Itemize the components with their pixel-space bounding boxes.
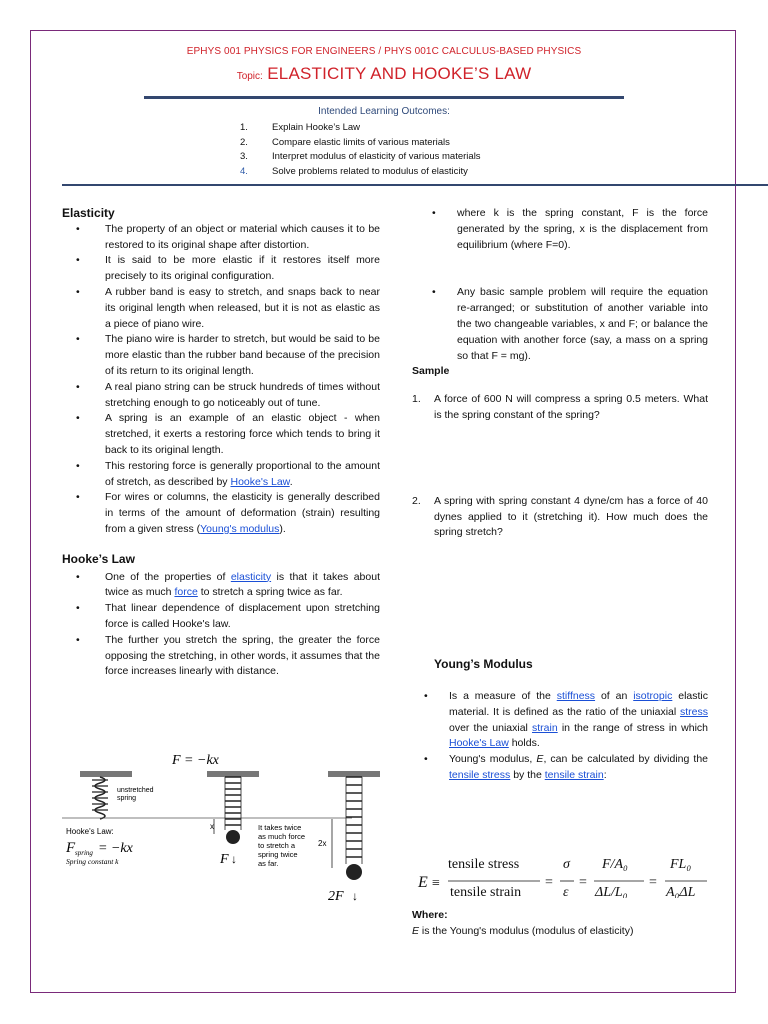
left-column [62, 206, 380, 680]
text: is that it takes about twice as much [105, 570, 380, 599]
list-item: • A rubber band is easy to stretch, and snaps back to near its original length when released, but it is not as elastic as a piece of piano wire. [62, 285, 380, 332]
question-number: 2. [412, 494, 421, 507]
formula-eq-1: = [545, 875, 553, 890]
tensile-strain-link[interactable]: tensile strain [544, 768, 604, 781]
list-item [382, 752, 708, 784]
ilo-text: Interpret modulus of elasticity of various materials [272, 151, 481, 162]
hooke-list [62, 570, 380, 681]
text: to stretch a spring twice as far. [197, 586, 343, 599]
list-item: • It is said to be more elastic if it restores itself more precisely to its original configuration. [62, 253, 380, 285]
ilo-title: Intended Learning Outcomes: [318, 106, 450, 117]
diagram-top-formula: F = −kx [172, 753, 219, 768]
two-x-label: 2x [318, 839, 327, 848]
text: elastic material. It is defined as the ratio of the uniaxial [449, 689, 708, 718]
sample-problem-list [412, 285, 708, 364]
text: Young's modulus, [449, 753, 537, 766]
text: ). [279, 522, 286, 535]
formula-epsilon: ε [563, 885, 569, 898]
youngs-modulus-link[interactable]: Young's modulus [200, 522, 280, 535]
e-symbol: E [536, 753, 544, 766]
formula-den-1: tensile strain [450, 885, 522, 898]
header-divider [144, 96, 624, 99]
youngs-modulus-heading: Young’s Modulus [434, 657, 533, 672]
text: For wires or columns, the elasticity is generally described in terms of the amount of deformation (strain) resulting from a given stress ( [105, 491, 380, 535]
right-column [412, 206, 708, 784]
text: of an [595, 689, 634, 702]
text: , can be calculated by dividing the [543, 753, 709, 766]
tensile-stress-link[interactable]: tensile stress [449, 768, 511, 781]
ilo-text: Solve problems related to modulus of elasticity [272, 165, 468, 177]
spring-3-side [346, 777, 362, 864]
list-item [62, 570, 380, 602]
elasticity-heading: Elasticity [62, 206, 115, 220]
text: is the Young's modulus (modulus of elasticity) [419, 924, 634, 937]
force-link[interactable]: force [174, 586, 198, 599]
text: by the [510, 768, 545, 781]
topic-line [0, 64, 768, 84]
where-block [412, 908, 712, 940]
ilo-number: 1. [240, 122, 248, 133]
hookes-law-link[interactable]: Hooke's Law [230, 475, 290, 488]
note-line: as far. [258, 859, 279, 868]
question-text: A spring with spring constant 4 dyne/cm has a force of 40 dynes applied to it (stretching it). How much does the spring stretch? [434, 494, 708, 539]
mass-2 [346, 864, 362, 880]
isotropic-link[interactable]: isotropic [633, 689, 673, 702]
list-item: • where k is the spring constant, F is the force generated by the spring, x is the displacement from equilibrium (where F=0). [412, 206, 708, 253]
formula-num-1: tensile stress [448, 857, 520, 872]
f-arrow-icon: ↓ [231, 852, 237, 866]
text: This restoring force is generally proportional to the amount of stretch, as described by [105, 459, 380, 488]
where-label: Where: [412, 909, 448, 921]
text: Is a measure of the [449, 689, 557, 702]
youngs-modulus-formula [412, 838, 712, 898]
list-item: • The further you stretch the spring, the greater the force opposing the stretching, in other words, it assumes that the force increases linearly with distance. [62, 633, 380, 680]
two-f-arrow-icon: ↓ [352, 889, 358, 903]
formula-num-4: FL₀ [670, 857, 692, 872]
formula-eq-2: = [579, 875, 587, 890]
course-title: EPHYS 001 PHYSICS FOR ENGINEERS / PHYS 001C CALCULUS-BASED PHYSICS [186, 46, 582, 57]
topic-title: ELASTICITY AND HOOKE’S LAW [267, 64, 532, 83]
hookes-law-heading: Hooke’s Law [62, 551, 135, 566]
text: over the uniaxial [449, 721, 533, 734]
f-label: F [220, 852, 229, 867]
spring-3 [346, 777, 362, 857]
list-item [62, 490, 380, 537]
text: : [603, 768, 607, 781]
text: . [289, 475, 293, 488]
f-spring-symbol: F [66, 840, 76, 856]
hookes-equation: = −kx [98, 841, 133, 856]
elasticity-list [62, 222, 380, 538]
question-2 [412, 494, 708, 541]
note-line: as much force [258, 832, 306, 841]
ilo-number: 2. [240, 136, 248, 148]
unstretched-label: unstretched [117, 787, 154, 794]
youngs-modulus-list [382, 689, 708, 784]
hookes-law-caption: Hooke's Law: [66, 827, 114, 836]
stress-link[interactable]: stress [679, 705, 708, 718]
list-item [62, 459, 380, 491]
list-item: • A spring is an example of an elastic object - when stretched, it exerts a restoring force which tends to bring it back to its original length. [62, 411, 380, 458]
list-item: • A real piano string can be struck hundreds of times without stretching enough to go noticeably out of tune. [62, 380, 380, 412]
formula-sigma: σ [563, 857, 570, 872]
formula-equiv: ≡ [432, 876, 440, 891]
strain-link[interactable]: strain [532, 721, 558, 734]
ilo-item [240, 121, 481, 136]
sample-heading: Sample [412, 365, 450, 378]
mass-1 [226, 830, 240, 844]
note-line: It takes twice [258, 823, 302, 832]
ilo-item [240, 165, 481, 180]
ilo-item [240, 150, 481, 165]
f-spring-subscript: spring [75, 849, 93, 857]
topic-prefix: Topic: [236, 71, 263, 82]
sample-questions [412, 392, 708, 541]
hookes-law-link-2[interactable]: Hooke's Law [449, 737, 509, 750]
section-divider [62, 184, 768, 186]
text: in the range of stress in which [557, 721, 708, 734]
spring-2-side [225, 777, 241, 830]
spring-label: spring [117, 795, 137, 802]
ceiling-1 [80, 771, 132, 777]
note-line: spring twice [258, 850, 298, 859]
question-1 [412, 392, 708, 424]
question-number: 1. [412, 393, 421, 406]
text: holds. [508, 737, 540, 750]
ilo-number: 3. [240, 151, 248, 162]
text: One of the properties of [105, 570, 231, 583]
formula-e: E [418, 874, 428, 891]
k-explanation-list [412, 206, 708, 253]
formula-den-3: ΔL/L₀ [595, 885, 628, 898]
ceiling-2 [207, 771, 259, 777]
e-symbol: E [412, 924, 420, 937]
ilo-number: 4. [240, 165, 248, 177]
ilo-list [240, 121, 481, 179]
two-f-label: 2F [328, 889, 344, 904]
question-text: A force of 600 N will compress a spring 0.5 meters. What is the spring constant of the spring? [434, 393, 708, 421]
list-item [382, 689, 708, 752]
list-item: • That linear dependence of displacement upon stretching force is called Hooke's law. [62, 601, 380, 633]
formula-eq-3: = [649, 875, 657, 890]
spring-constant-caption: Spring constant k [66, 857, 119, 866]
x-label: x [210, 822, 214, 831]
list-item: • Any basic sample problem will require the equation re-arranged; or substitution of another variable into the two changeable variables, x and F; or balance the equation with another force (say, a mass on a spring so that F = mg). [412, 285, 708, 364]
stiffness-link[interactable]: stiffness [556, 689, 596, 702]
spring-diagram [62, 746, 382, 906]
ilo-text: Compare elastic limits of various materials [272, 136, 450, 148]
note-line: to stretch a [258, 841, 296, 850]
formula-den-4: A₀ΔL [666, 885, 696, 898]
ceiling-3 [328, 771, 380, 777]
ilo-item [240, 136, 481, 151]
list-item: • The piano wire is harder to stretch, but would be said to be more elastic than the rubber band because of the precision of its return to its original length. [62, 332, 380, 379]
ilo-text: Explain Hooke’s Law [272, 122, 361, 133]
where-definition [412, 924, 712, 940]
formula-num-3: F/A₀ [602, 857, 628, 872]
elasticity-link[interactable]: elasticity [230, 570, 272, 583]
list-item: • The property of an object or material which causes it to be restored to its original shape after distortion. [62, 222, 380, 254]
